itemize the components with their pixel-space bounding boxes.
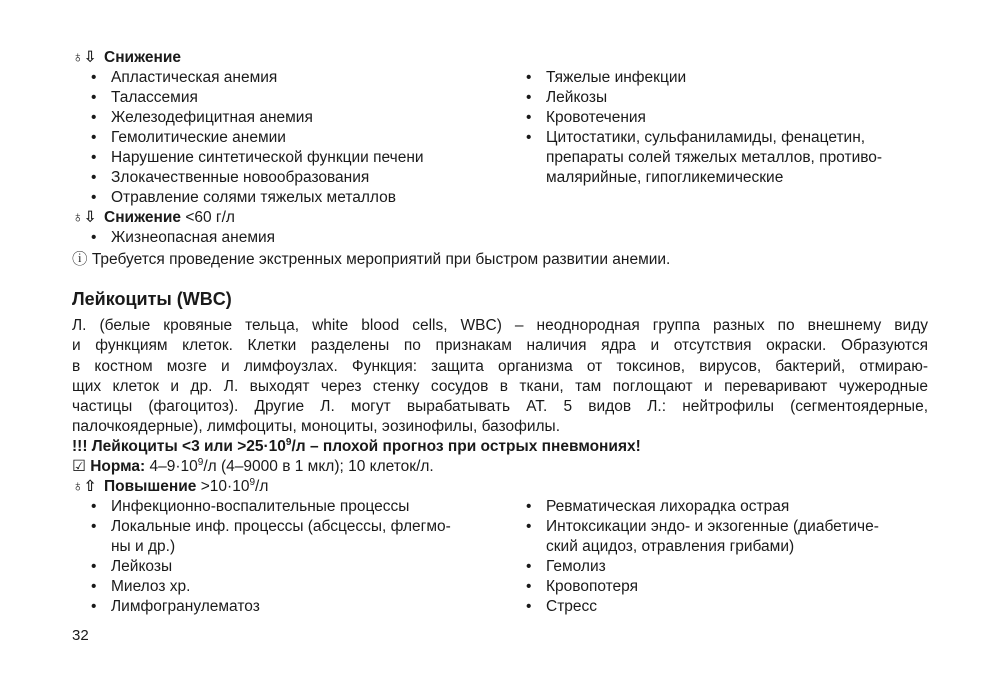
increase-arrow-icon: ♁⇧ — [72, 478, 97, 495]
list-item-continuation: ны и др.) — [111, 538, 176, 555]
list-item: • Лейкозы — [111, 557, 172, 577]
increase-value: >10·10 — [196, 478, 250, 495]
paragraph-line: в костном мозге и лимфоузлах. Функция: защита организма от токсинов, вирусов, бактерий, отмираю- — [72, 357, 928, 375]
list-item: • Злокачественные новообразования — [111, 168, 369, 188]
list-item: • Отравление солями тяжелых металлов — [111, 188, 396, 208]
warning-text-prefix: !!! Лейкоциты <3 или >25·10 — [72, 438, 286, 455]
list-item-continuation: ский ацидоз, отравления грибами) — [546, 538, 795, 555]
list-item: • Гемолиз — [546, 557, 606, 577]
section-decrease-header — [72, 48, 181, 68]
list-item: • Лейкозы — [546, 88, 607, 108]
paragraph-line: палочкоядерные), лимфоциты, моноциты, эозинофилы, базофилы. — [72, 418, 561, 436]
section-increase-header — [72, 477, 268, 497]
list-item: • Лимфогранулематоз — [111, 597, 260, 617]
list-item-continuation: препараты солей тяжелых металлов, противо- — [546, 149, 883, 166]
paragraph-line: Л. (белые кровяные тельца, white blood cells, WBC) – неоднородная группа разных по внешнему виду — [72, 317, 928, 334]
section-heading: Лейкоциты (WBC) — [72, 289, 232, 309]
norm-exponent: 9 — [197, 456, 204, 468]
info-note — [72, 250, 670, 270]
paragraph-line: частицы (фагоцитоз). Другие Л. могут вырабатывать АТ. 5 видов Л.: нейтрофилы (сегментоядерные, — [72, 398, 928, 416]
increase-exponent: 9 — [249, 476, 256, 488]
list-item: • Стресс — [546, 597, 597, 617]
decrease-arrow-icon: ♁⇩ — [72, 49, 97, 66]
norm-value-rest: /л (4–9000 в 1 мкл); 10 клеток/л. — [203, 458, 434, 475]
list-item: • Тяжелые инфекции — [546, 68, 686, 88]
list-item: • Локальные инф. процессы (абсцессы, флегмо- — [111, 517, 451, 537]
norm-value: 4–9·10 — [145, 458, 198, 475]
list-item: • Цитостатики, сульфаниламиды, фенацетин, — [546, 128, 865, 148]
list-item-continuation: малярийные, гипогликемические — [546, 169, 784, 186]
list-item: • Апластическая анемия — [111, 68, 277, 88]
page-number: 32 — [72, 627, 89, 644]
paragraph-line: щих клеток и др. Л. выходят через стенку сосудов в ткани, там поглощают и переваривают чужеродные — [72, 377, 928, 395]
warning-line — [72, 437, 641, 457]
list-item: • Кровотечения — [546, 108, 646, 128]
list-item: • Ревматическая лихорадка острая — [546, 497, 789, 517]
threshold-value: <60 г/л — [181, 209, 235, 226]
warning-text-suffix: /л – плохой прогноз при острых пневмониях! — [291, 438, 641, 455]
section-title: Снижение — [104, 209, 182, 226]
list-item: • Гемолитические анемии — [111, 128, 286, 148]
wbc-description — [72, 316, 928, 438]
list-item: • Интоксикации эндо- и экзогенные (диабетиче- — [546, 517, 879, 537]
section-critical-decrease-header — [72, 208, 235, 228]
list-item: • Жизнеопасная анемия — [111, 228, 275, 248]
list-item: • Миелоз хр. — [111, 577, 190, 597]
checkbox-icon: ☑ — [72, 458, 86, 475]
paragraph-line: и функциям клеток. Клетки разделены по признакам наличия ядра и отсутствия окраски. Образуются — [72, 337, 928, 355]
section-title: Повышение — [104, 478, 197, 495]
warning-exponent: 9 — [285, 436, 292, 448]
info-icon: ⓘ — [72, 251, 88, 268]
section-title: Снижение — [104, 49, 182, 66]
decrease-arrow-icon: ♁⇩ — [72, 209, 97, 226]
list-item: • Нарушение синтетической функции печени — [111, 148, 424, 168]
list-item: • Кровопотеря — [546, 577, 638, 597]
list-item: • Железодефицитная анемия — [111, 108, 313, 128]
info-note-text: Требуется проведение экстренных мероприятий при быстром развитии анемии. — [91, 251, 671, 268]
list-item: • Инфекционно-воспалительные процессы — [111, 497, 409, 517]
list-item: • Талассемия — [111, 88, 198, 108]
increase-value-rest: /л — [255, 478, 269, 495]
norm-line — [72, 457, 434, 477]
norm-label: Норма: — [90, 458, 146, 475]
